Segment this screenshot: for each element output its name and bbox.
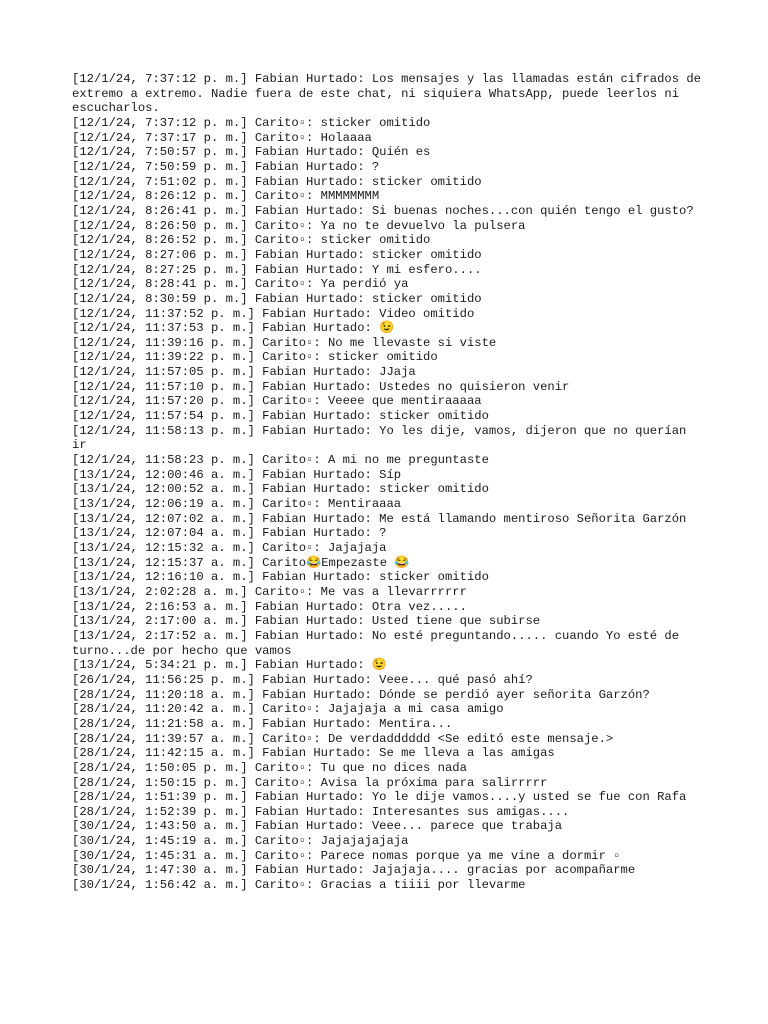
chat-message-line: [28/1/24, 1:50:15 p. m.] Carito▫: Avisa la próxima para salirrrrr — [72, 775, 548, 790]
chat-message-line: [28/1/24, 1:51:39 p. m.] Fabian Hurtado: Yo le dije vamos....y usted se fue con Rafa — [72, 790, 687, 805]
chat-message-line: [13/1/24, 2:17:52 a. m.] Fabian Hurtado: No esté preguntando..... cuando Yo esté de turno...de por hecho que vamos — [72, 628, 687, 658]
chat-message-line: [13/1/24, 2:17:00 a. m.] Fabian Hurtado: Usted tiene que subirse — [72, 614, 541, 629]
chat-transcript — [72, 72, 709, 893]
chat-message-line: [12/1/24, 11:57:20 p. m.] Carito▫: Veeee que mentiraaaaa — [72, 394, 482, 409]
chat-message-line: [12/1/24, 7:51:02 p. m.] Fabian Hurtado: sticker omitido — [72, 174, 482, 189]
chat-message-line: [13/1/24, 12:06:19 a. m.] Carito▫: Mentiraaaa — [72, 497, 402, 512]
chat-message-line: [12/1/24, 11:57:10 p. m.] Fabian Hurtado: Ustedes no quisieron venir — [72, 379, 570, 394]
chat-message-line: [28/1/24, 11:20:42 a. m.] Carito▫: Jajajaja a mi casa amigo — [72, 702, 504, 717]
chat-message-line: [12/1/24, 11:37:53 p. m.] Fabian Hurtado: 😉 — [72, 321, 395, 336]
chat-message-line: [13/1/24, 2:02:28 a. m.] Carito▫: Me vas a llevarrrrrr — [72, 584, 467, 599]
chat-message-line: [12/1/24, 11:57:54 p. m.] Fabian Hurtado: sticker omitido — [72, 409, 489, 424]
chat-message-line: [26/1/24, 11:56:25 p. m.] Fabian Hurtado: Veee... qué pasó ahí? — [72, 672, 533, 687]
chat-message-line: [13/1/24, 12:15:37 a. m.] Carito😂Empezaste 😂 — [72, 555, 410, 570]
chat-message-line: [12/1/24, 7:37:12 p. m.] Fabian Hurtado: Los mensajes y las llamadas están cifrados de extremo a extremo. Nadie fuera de este chat, ni siquiera WhatsApp, puede leerlos ni escucharlos. — [72, 72, 709, 116]
chat-message-line: [12/1/24, 11:57:05 p. m.] Fabian Hurtado: JJaja — [72, 365, 416, 380]
chat-message-line: [12/1/24, 8:27:25 p. m.] Fabian Hurtado: Y mi esfero.... — [72, 262, 482, 277]
chat-message-line: [12/1/24, 8:30:59 p. m.] Fabian Hurtado: sticker omitido — [72, 291, 482, 306]
chat-message-line: [28/1/24, 11:42:15 a. m.] Fabian Hurtado: Se me lleva a las amigas — [72, 746, 555, 761]
chat-message-line: [12/1/24, 11:58:13 p. m.] Fabian Hurtado: Yo les dije, vamos, dijeron que no querían ir — [72, 423, 694, 453]
chat-message-line: [13/1/24, 5:34:21 p. m.] Fabian Hurtado: 😉 — [72, 658, 388, 673]
chat-message-line: [12/1/24, 8:26:52 p. m.] Carito▫: sticker omitido — [72, 233, 431, 248]
chat-message-line: [12/1/24, 8:28:41 p. m.] Carito▫: Ya perdió ya — [72, 277, 409, 292]
chat-message-line: [30/1/24, 1:45:19 a. m.] Carito▫: Jajajajajaja — [72, 834, 409, 849]
chat-message-line: [30/1/24, 1:43:50 a. m.] Fabian Hurtado: Veee... parece que trabaja — [72, 819, 563, 834]
chat-message-line: [13/1/24, 12:16:10 a. m.] Fabian Hurtado: sticker omitido — [72, 570, 489, 585]
chat-message-line: [12/1/24, 11:37:52 p. m.] Fabian Hurtado: Video omitido — [72, 306, 475, 321]
chat-message-line: [12/1/24, 7:37:12 p. m.] Carito▫: sticker omitido — [72, 115, 431, 130]
chat-message-line: [28/1/24, 11:39:57 a. m.] Carito▫: De verdadddddd <Se editó este mensaje.> — [72, 731, 614, 746]
chat-message-line: [12/1/24, 8:26:41 p. m.] Fabian Hurtado: Si buenas noches...con quién tengo el gusto? — [72, 203, 694, 218]
chat-message-line: [12/1/24, 7:50:59 p. m.] Fabian Hurtado: ? — [72, 159, 380, 174]
chat-message-line: [12/1/24, 11:58:23 p. m.] Carito▫: A mi no me preguntaste — [72, 453, 489, 468]
chat-message-line: [12/1/24, 7:37:17 p. m.] Carito▫: Holaaaa — [72, 130, 372, 145]
chat-message-line: [28/1/24, 11:21:58 a. m.] Fabian Hurtado: Mentira... — [72, 716, 453, 731]
chat-message-line: [30/1/24, 1:56:42 a. m.] Carito▫: Gracias a tiiii por llevarme — [72, 878, 526, 893]
chat-message-line: [12/1/24, 8:27:06 p. m.] Fabian Hurtado: sticker omitido — [72, 247, 482, 262]
chat-message-line: [12/1/24, 11:39:22 p. m.] Carito▫: sticker omitido — [72, 350, 438, 365]
chat-message-line: [13/1/24, 2:16:53 a. m.] Fabian Hurtado: Otra vez..... — [72, 599, 467, 614]
chat-message-line: [28/1/24, 11:20:18 a. m.] Fabian Hurtado: Dónde se perdió ayer señorita Garzón? — [72, 687, 650, 702]
chat-message-line: [13/1/24, 12:00:52 a. m.] Fabian Hurtado: sticker omitido — [72, 482, 489, 497]
chat-message-line: [12/1/24, 8:26:50 p. m.] Carito▫: Ya no te devuelvo la pulsera — [72, 218, 526, 233]
chat-message-line: [30/1/24, 1:47:30 a. m.] Fabian Hurtado: Jajajaja.... gracias por acompañarme — [72, 863, 636, 878]
chat-message-line: [28/1/24, 1:50:05 p. m.] Carito▫: Tu que no dices nada — [72, 760, 467, 775]
chat-message-line: [13/1/24, 12:07:04 a. m.] Fabian Hurtado: ? — [72, 526, 387, 541]
chat-message-line: [12/1/24, 7:50:57 p. m.] Fabian Hurtado: Quién es — [72, 145, 431, 160]
chat-message-line: [30/1/24, 1:45:31 a. m.] Carito▫: Parece nomas porque ya me vine a dormir ▫ — [72, 848, 621, 863]
chat-message-line: [13/1/24, 12:07:02 a. m.] Fabian Hurtado: Me está llamando mentiroso Señorita Garzón — [72, 511, 687, 526]
chat-message-line: [13/1/24, 12:15:32 a. m.] Carito▫: Jajajaja — [72, 541, 387, 555]
chat-message-line: [12/1/24, 11:39:16 p. m.] Carito▫: No me llevaste si viste — [72, 335, 497, 350]
chat-message-line: [28/1/24, 1:52:39 p. m.] Fabian Hurtado: Interesantes sus amigas.... — [72, 804, 570, 819]
chat-message-line: [12/1/24, 8:26:12 p. m.] Carito▫: MMMMMMMM — [72, 189, 380, 204]
chat-message-line: [13/1/24, 12:00:46 a. m.] Fabian Hurtado: Síp — [72, 467, 402, 482]
